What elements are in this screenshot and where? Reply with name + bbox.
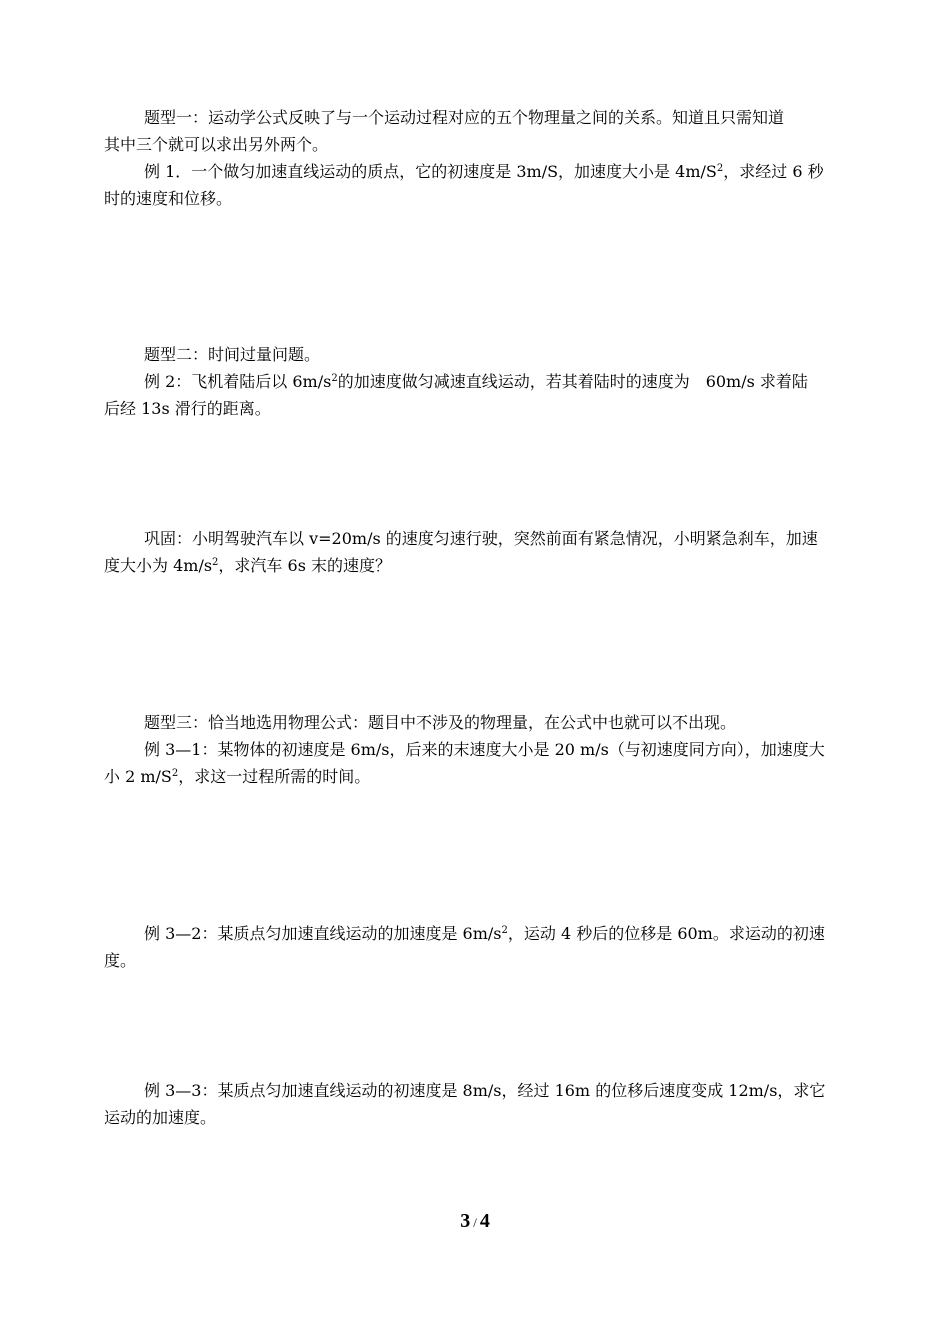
example-3-3-line-2: 运动的加速度。 [104,1108,217,1127]
example-2-text-a: 例 2：飞机着陆后以 6m/s [144,372,332,391]
example-2-line-1 [104,368,900,395]
example-1 [104,158,900,212]
example-3-2-line-1 [104,920,900,947]
page-number [0,1210,950,1233]
type2-intro [104,341,900,368]
superscript: 2 [716,163,724,174]
consolidate-text-b: ，求汽车 6s 末的速度？ [218,556,391,575]
example-3-3 [104,1077,900,1131]
consolidate-exercise [104,525,900,579]
example-3-1-line-1: 例 3—1：某物体的初速度是 6m/s，后来的末速度大小是 20 m/s（与初速度同方向），加速度大 [144,740,825,759]
example-3-2-line-2: 度。 [104,951,137,970]
example-3-2-text-a: 例 3—2：某质点匀加速直线运动的加速度是 6m/s [144,924,502,943]
example-2-line-2: 后经 13s 滑行的距离。 [104,399,271,418]
total-pages: 4 [479,1210,490,1232]
consolidate-line-2 [104,552,900,579]
type1-intro-line-1: 题型一：运动学公式反映了与一个运动过程对应的五个物理量之间的关系。知道且只需知道 [144,108,785,127]
current-page: 3 [460,1210,471,1232]
example-3-1-text-b: ，求这一过程所需的时间。 [178,767,371,786]
example-1-line-2: 时的速度和位移。 [104,189,233,208]
example-2-text-b: 的加速度做匀减速直线运动，若其着陆时的速度为 60m/s 求着陆 [337,372,808,391]
superscript: 2 [501,925,508,936]
superscript: 2 [331,373,338,384]
superscript: 2 [171,768,179,779]
example-1-text-a: 例 1．一个做匀加速直线运动的质点，它的初速度是 3m/S，加速度大小是 4m/S [144,162,717,181]
example-3-1-line-2 [104,763,900,790]
example-3-2-text-b: ，运动 4 秒后的位移是 60m。求运动的初速 [507,924,825,943]
example-2 [104,368,900,422]
type3-intro-line: 题型三：恰当地选用物理公式：题目中不涉及的物理量，在公式中也就可以不出现。 [144,713,737,732]
type1-intro [104,104,900,158]
consolidate-text-a: 度大小为 4m/s [104,556,213,575]
consolidate-line-1: 巩固：小明驾驶汽车以 v=20m/s 的速度匀速行驶，突然前面有紧急情况，小明紧急刹车，加速 [144,529,818,548]
type3-intro [104,709,900,736]
page-separator: / [473,1215,477,1230]
example-3-1-text-a: 小 2 m/S [104,767,172,786]
example-3-1 [104,736,900,790]
type2-intro-line: 题型二：时间过量问题。 [144,345,321,364]
superscript: 2 [212,557,219,568]
example-1-line-1 [104,158,900,185]
example-3-3-line-1: 例 3—3：某质点匀加速直线运动的初速度是 8m/s，经过 16m 的位移后速度变成 12m/s，求它 [144,1081,826,1100]
example-1-text-b: ，求经过 6 秒 [723,162,824,181]
example-3-2 [104,920,900,974]
type1-intro-line-2: 其中三个就可以求出另外两个。 [104,135,329,154]
